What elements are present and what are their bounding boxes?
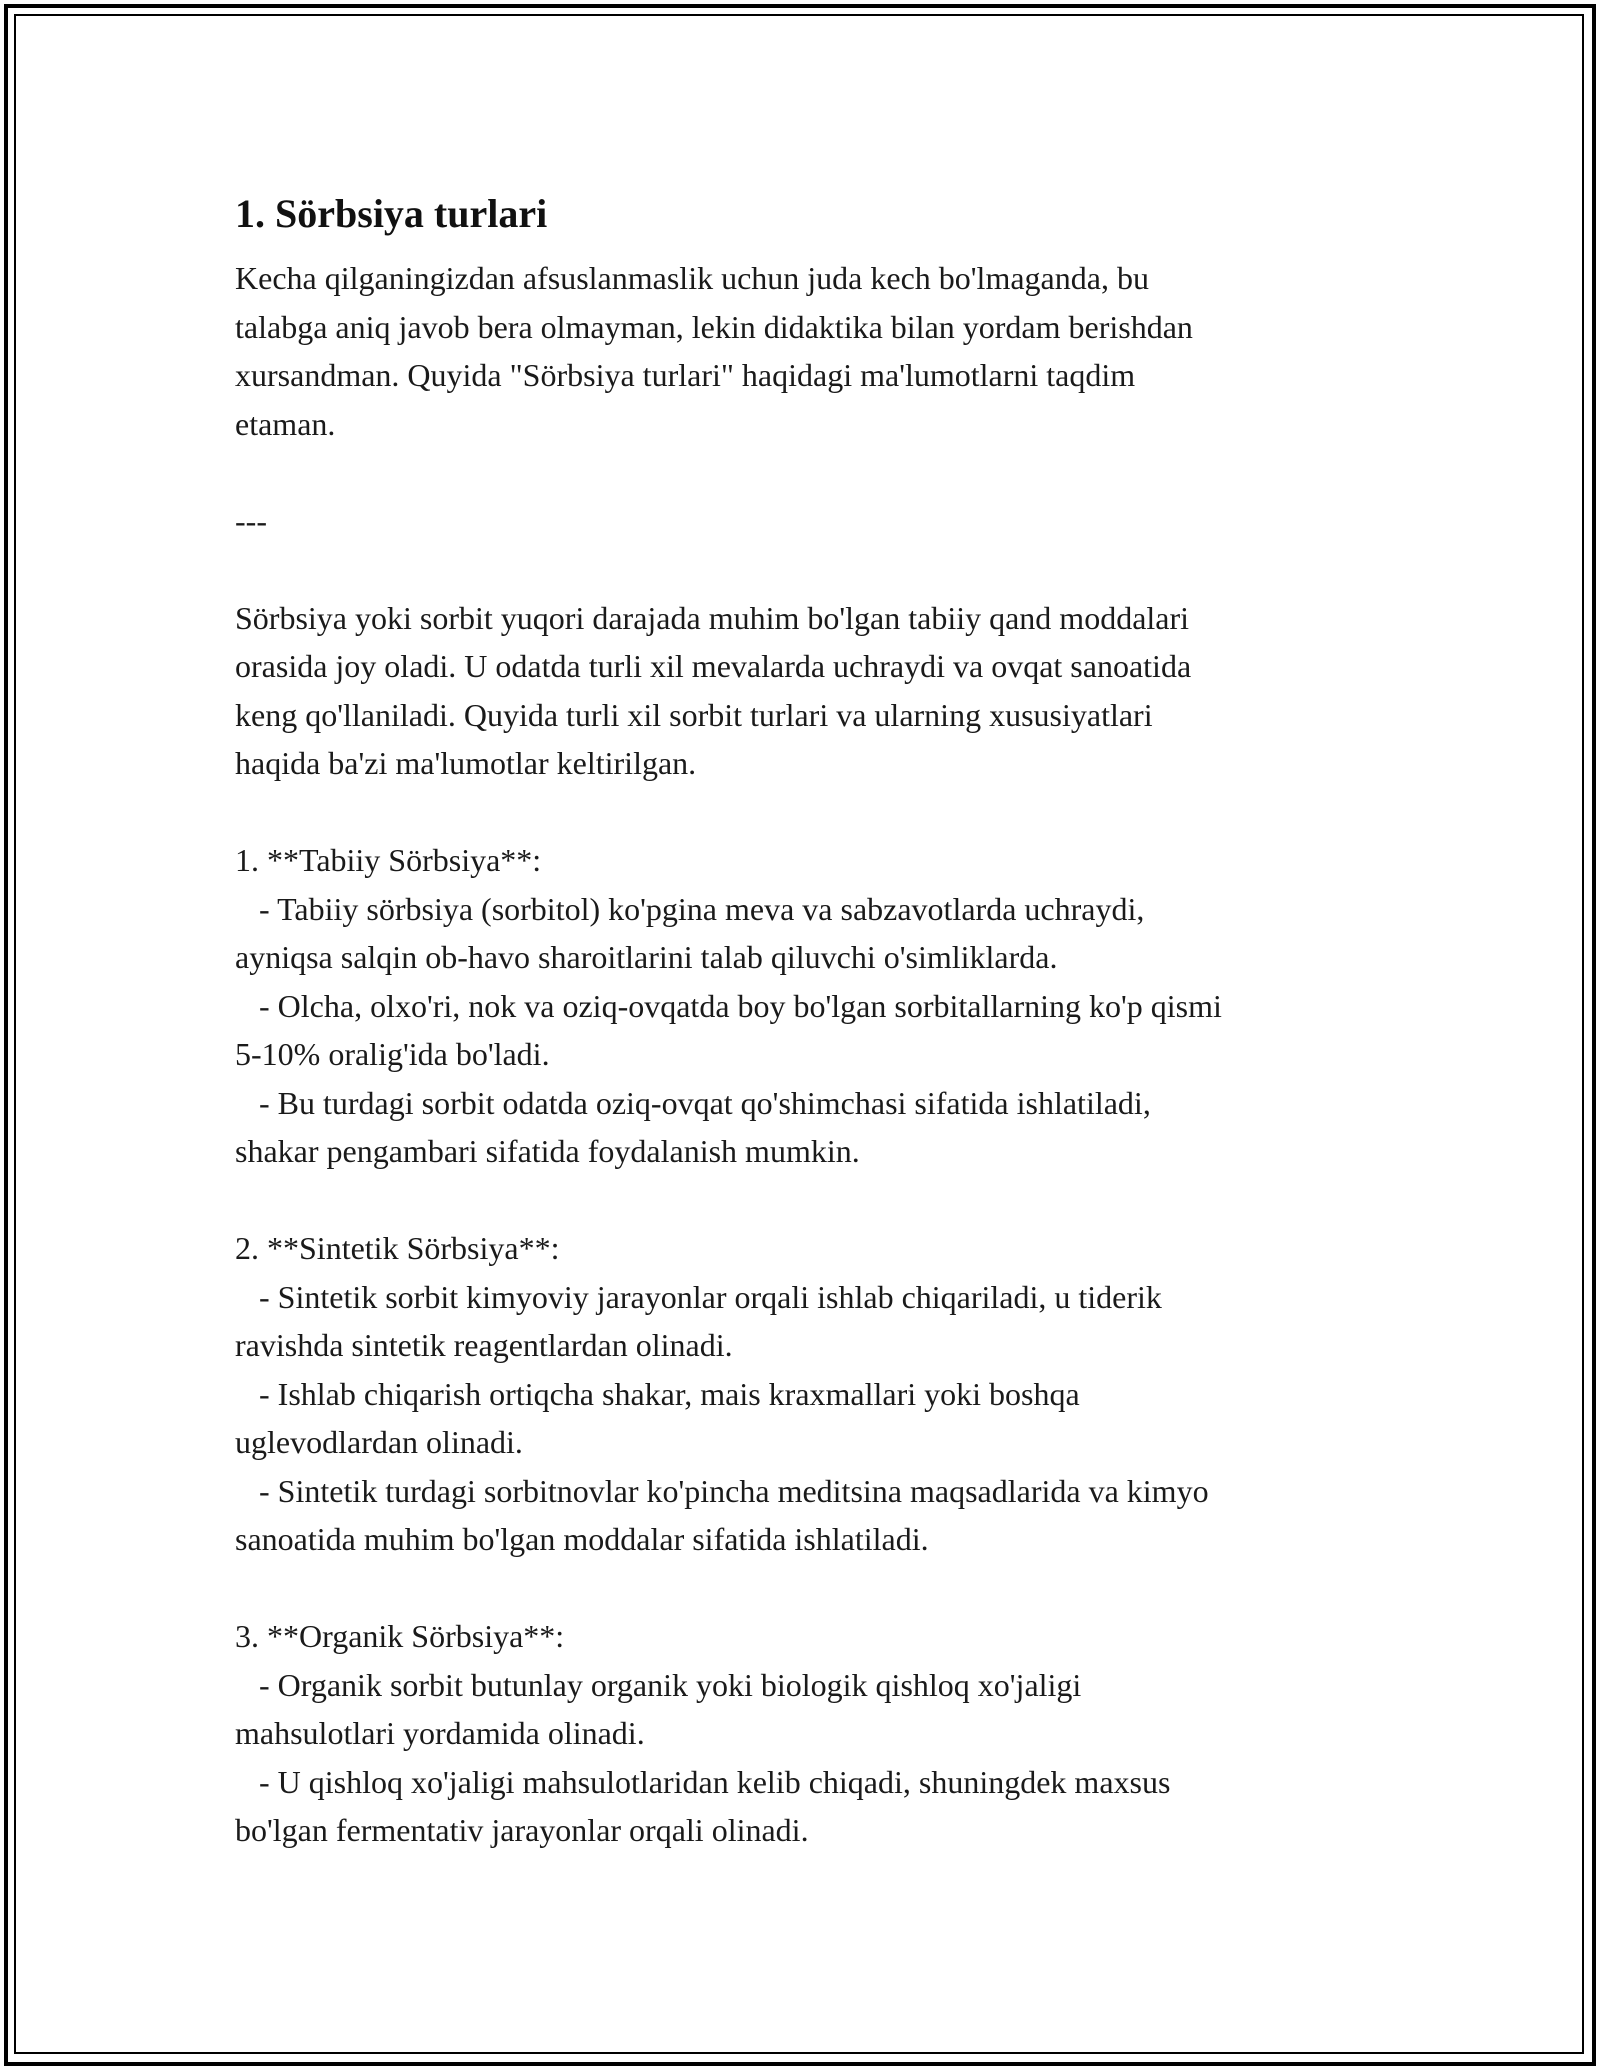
section-synthetic: 2. **Sintetik Sörbsiya**: - Sintetik sorbit kimyoviy jarayonlar orqali ishlab chiqariladi, u tiderik ravishda sintetik reagentlardan olinadi. - Ishlab chiqarish ortiqcha shakar, mais kraxmallari yoki boshqa uglevodlardan olinadi. - Sintetik turdagi sorbitnovlar ko'pincha meditsina maqsadlarida va kimyo sanoatida muhim bo'lgan moddalar sifatida ishlatiladi. [235, 1230, 1209, 1557]
paragraph-gap [235, 1176, 1375, 1225]
overview-paragraph: Sörbsiya yoki sorbit yuqori darajada muhim bo'lgan tabiiy qand moddalari orasida joy oladi. U odatda turli xil mevalarda uchraydi va ovqat sanoatida keng qo'llaniladi. Quyida turli xil sorbit turlari va ularning xususiyatlari haqida ba'zi ma'lumotlar keltirilgan. [235, 599, 1192, 781]
document-body [235, 186, 1375, 1855]
paragraph-gap [235, 1564, 1375, 1613]
page-title: 1. Sörbsiya turlari [235, 191, 548, 236]
paragraph-gap [235, 788, 1375, 837]
section-organic: 3. **Organik Sörbsiya**: - Organik sorbit butunlay organik yoki biologik qishloq xo'jaligi mahsulotlari yordamida olinadi. - U qishloq xo'jaligi mahsulotlaridan kelib chiqadi, shuningdek maxsus bo'lgan fermentativ jarayonlar orqali olinadi. [235, 1618, 1171, 1848]
paragraph-gap [235, 545, 1375, 594]
paragraph-gap [235, 448, 1375, 497]
intro-paragraph: Kecha qilganingizdan afsuslanmaslik uchun juda kech bo'lmaganda, bu talabga aniq javob bera olmayman, lekin didaktika bilan yordam berishdan xursandman. Quyida "Sörbsiya turlari" haqidagi ma'lumotlarni taqdim etaman. [235, 260, 1193, 442]
section-natural: 1. **Tabiiy Sörbsiya**: - Tabiiy sörbsiya (sorbitol) ko'pgina meva va sabzavotlarda uchraydi, ayniqsa salqin ob-havo sharoitlarini talab qiluvchi o'simliklarda. - Olcha, olxo'ri, nok va oziq-ovqatda boy bo'lgan sorbitallarning ko'p qismi 5-10% oralig'ida bo'ladi. - Bu turdagi sorbit odatda oziq-ovqat qo'shimchasi sifatida ishlatiladi, shakar pengambari sifatida foydalanish mumkin. [235, 842, 1222, 1169]
separator-line: --- [235, 502, 267, 539]
